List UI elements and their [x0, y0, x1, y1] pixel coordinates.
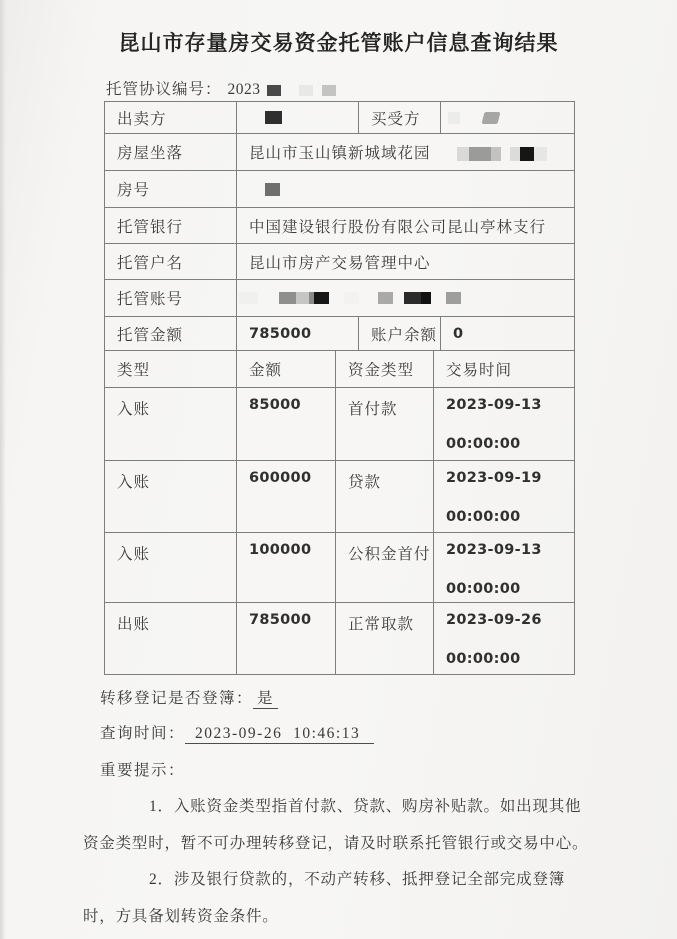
query-time-value: 2023-09-26 10:46:13 [185, 725, 374, 744]
notice-title: 重要提示： [100, 762, 186, 779]
redaction-block [344, 292, 359, 304]
buyer-value [441, 102, 575, 134]
query-time-label: 查询时间： [100, 725, 186, 742]
tx-amount: 785000 [237, 603, 336, 675]
tx-type: 入账 [105, 533, 237, 603]
agreement-label: 托管协议编号： [106, 81, 222, 98]
account-name-value: 昆山市房产交易管理中心 [237, 244, 575, 280]
tx-date: 2023-09-26 [446, 612, 542, 628]
redaction-block [314, 292, 329, 304]
room-label: 房号 [105, 171, 237, 208]
transactions-header-row [105, 351, 575, 388]
notice-item-2: 2．涉及银行贷款的，不动产转移、抵押登记全部完成登簿时，方具备划转资金条件。 [83, 871, 566, 925]
page-title: 昆山市存量房交易资金托管账户信息查询结果 [118, 32, 559, 55]
account-name-label: 托管户名 [105, 244, 237, 280]
redaction-block [491, 147, 501, 161]
transactions-table [104, 350, 575, 675]
redaction-block [265, 111, 282, 124]
table-row [105, 171, 575, 208]
redaction-block [520, 147, 534, 161]
important-notices [83, 789, 589, 935]
col-header-type: 类型 [105, 351, 237, 388]
redaction-block [481, 112, 500, 124]
redaction-block [421, 292, 431, 304]
table-row [105, 317, 575, 351]
balance-value: 0 [441, 317, 575, 351]
tx-fund-type: 正常取款 [336, 603, 434, 675]
table-row [105, 208, 575, 244]
redaction-block [448, 112, 460, 124]
table-row [105, 244, 575, 280]
tx-fund-type: 公积金首付 [336, 533, 434, 603]
tx-clock: 00:00:00 [446, 651, 521, 667]
redaction-block [267, 85, 281, 96]
tx-fund-type: 贷款 [336, 461, 434, 533]
agreement-value: 2023 [227, 81, 261, 98]
tx-time [434, 533, 575, 603]
transfer-registration-line [100, 686, 278, 708]
redaction-block [322, 85, 336, 96]
room-value [237, 171, 575, 208]
escrow-info-table [104, 101, 575, 675]
amount-label: 托管金额 [105, 317, 237, 351]
redaction-block [510, 147, 520, 161]
bank-label: 托管银行 [105, 208, 237, 244]
transaction-row [105, 388, 575, 461]
tx-type: 入账 [105, 388, 237, 461]
location-value: 昆山市玉山镇新城域花园 [237, 134, 575, 171]
transfer-value: 是 [253, 690, 278, 709]
tx-time [434, 603, 575, 675]
transfer-label: 转移登记是否登簿： [100, 690, 254, 707]
tx-amount: 100000 [237, 533, 336, 603]
seller-value [237, 102, 359, 134]
tx-clock: 00:00:00 [446, 436, 521, 452]
tx-clock: 00:00:00 [446, 581, 521, 597]
photo-edge-shadow [0, 0, 6, 939]
tx-time [434, 461, 575, 533]
tx-type: 出账 [105, 603, 237, 675]
redaction-block [378, 292, 393, 304]
tx-amount: 600000 [237, 461, 336, 533]
redaction-block [239, 292, 258, 304]
redaction-block [404, 292, 421, 304]
tx-amount: 85000 [237, 388, 336, 461]
col-header-fund-type: 资金类型 [336, 351, 434, 388]
amount-value: 785000 [237, 317, 359, 351]
account-no-label: 托管账号 [105, 280, 237, 317]
tx-fund-type: 首付款 [336, 388, 434, 461]
transaction-row [105, 533, 575, 603]
redaction-block [265, 183, 280, 196]
redaction-block [534, 147, 547, 161]
seller-label: 出卖方 [105, 102, 237, 134]
redaction-block [296, 292, 309, 304]
table-row [105, 102, 575, 134]
tx-date: 2023-09-19 [446, 470, 542, 486]
tx-type: 入账 [105, 461, 237, 533]
query-time-line [100, 721, 374, 743]
redaction-block [279, 292, 296, 304]
transaction-row [105, 603, 575, 675]
account-no-value [237, 280, 575, 317]
transaction-row [105, 461, 575, 533]
col-header-time: 交易时间 [434, 351, 575, 388]
tx-date: 2023-09-13 [446, 397, 542, 413]
notice-item-1: 1．入账资金类型指首付款、贷款、购房补贴款。如出现其他资金类型时，暂不可办理转移登记，请及时联系托管银行或交易中心。 [83, 798, 589, 852]
redaction-block [446, 292, 461, 304]
tx-clock: 00:00:00 [446, 509, 521, 525]
table-row [105, 134, 575, 171]
bank-value: 中国建设银行股份有限公司昆山亭林支行 [237, 208, 575, 244]
redaction-block [457, 147, 469, 161]
redaction-block [469, 147, 491, 161]
location-label: 房屋坐落 [105, 134, 237, 171]
tx-date: 2023-09-13 [446, 542, 542, 558]
tx-time [434, 388, 575, 461]
buyer-label: 买受方 [359, 102, 441, 134]
balance-label: 账户余额 [359, 317, 441, 351]
table-row [105, 280, 575, 317]
account-info-table [104, 101, 575, 351]
redaction-block [299, 85, 313, 96]
agreement-number-line [106, 77, 336, 99]
col-header-amount: 金额 [237, 351, 336, 388]
